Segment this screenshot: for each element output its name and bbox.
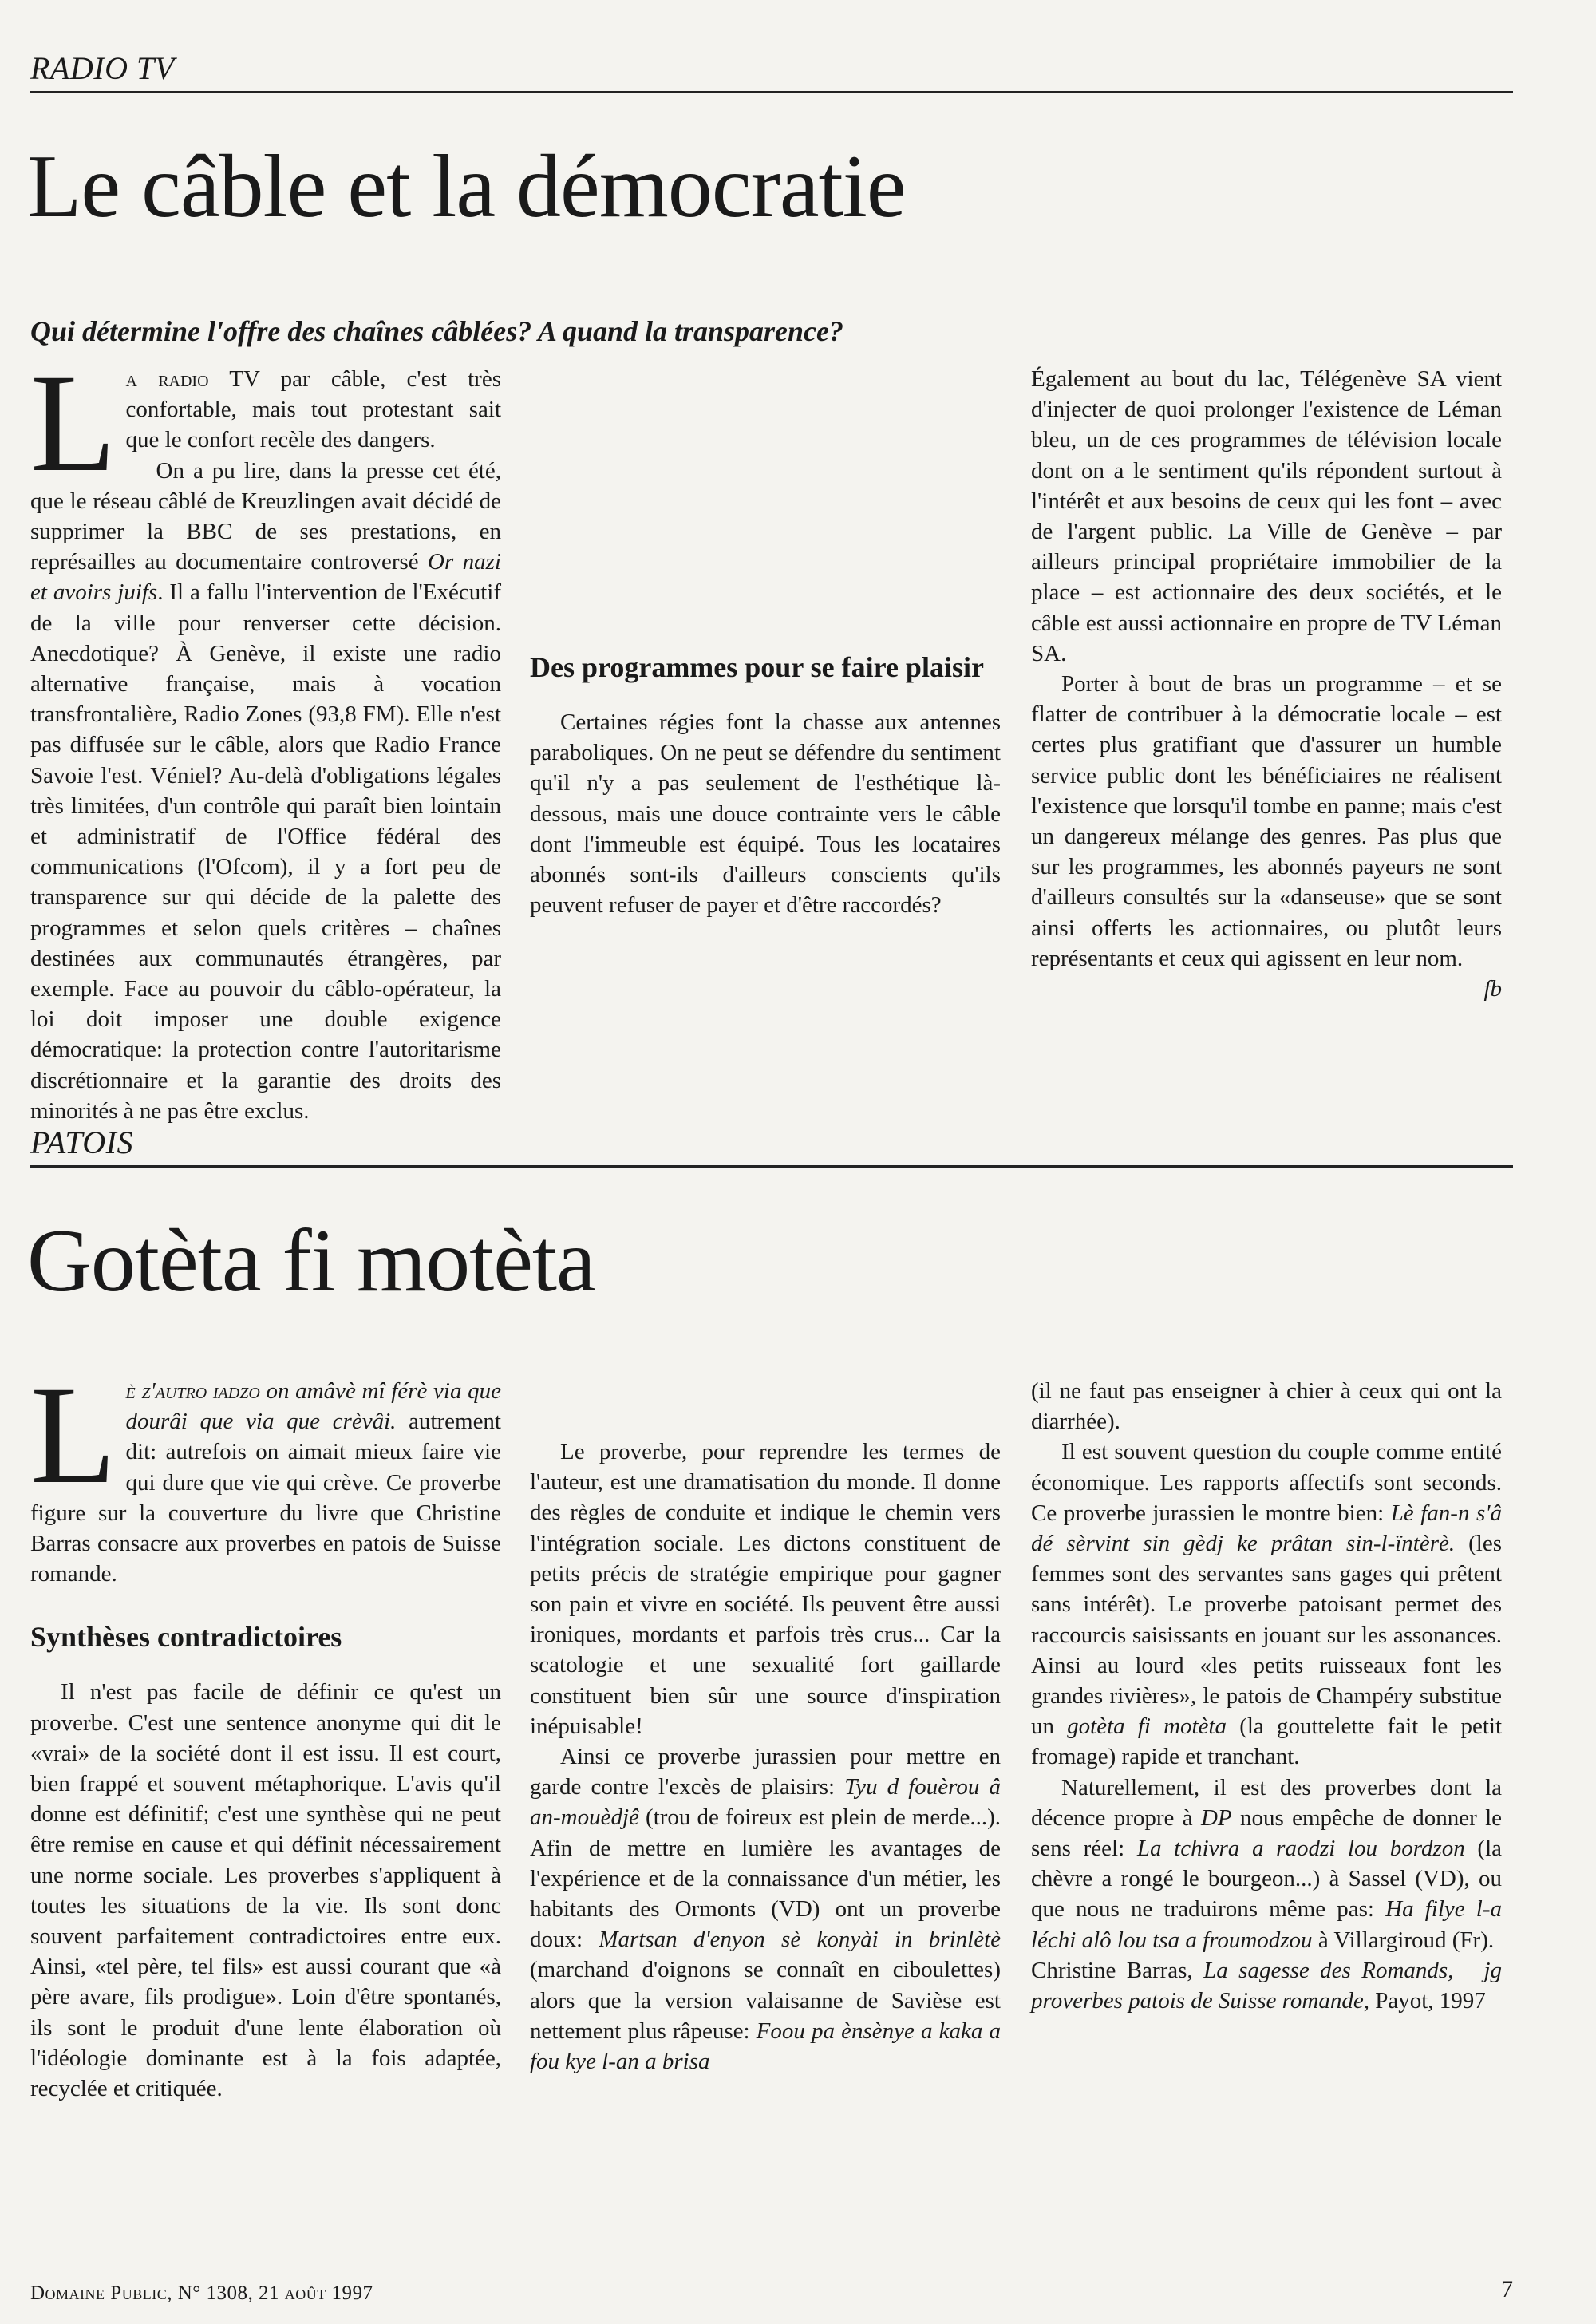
- publication-footer: Domaine Public, N° 1308, 21 août 1997: [30, 2282, 373, 2304]
- section-rule: [30, 1165, 1513, 1168]
- section-label-radio-tv: RADIO TV: [30, 50, 175, 86]
- body-paragraph: On a pu lire, dans la presse cet été, que le réseau câblé de Kreuzlingen avait décidé de supprimer la BBC de ses prestations, en représailles au documentaire controversé Or nazi et avoirs juifs. Il a fallu l'intervention de l'Exécutif de la ville pour renverser cette décision. Anecdotique? À Genève, il existe une radio alternative française, mais à vocation transfrontalière, Radio Zones (93,8 FM). Elle n'est pas diffusée sur le câble, alors que Radio France Savoie l'est. Véniel? Au-delà d'obligations légales très limitées, d'un contrôle qui paraît bien lointain et administratif de l'Office fédéral des communications (l'Ofcom), il y a fort peu de transparence sur qui décide de la palette des programmes et selon quels critères – chaînes destinées aux communautés étrangères, par exemple. Face au pouvoir du câblo-opérateur, la loi doit imposer une double exigence démocratique: la protection contre l'autoritarisme discrétionnaire et la garantie des droits des minorités à ne pas être exclus.: [30, 457, 501, 1124]
- body-paragraph: Ainsi ce proverbe jurassien pour mettre en garde contre l'excès de plaisirs: Tyu d fouèrou â an-mouèdjê (trou de foireux est plein de merde...). Afin de mettre en lumière les avantages de l'expérience et de la connaissance d'un métier, les habitants des Ormonts (VD) ont un proverbe doux: Martsan d'enyon sè konyài in brinlètè (marchand d'oignons se connaît en ciboulettes) alors que la version valaisanne de Savièse est nettement plus râpeuse: Foou pa ènsènye a kaka a fou kye l-an a brisa: [530, 1744, 1001, 2075]
- body-paragraph: Il est souvent question du couple comme entité économique. Les rapports affectifs sont seconds. Ce proverbe jurassien le montre bien: Lè fan-n s'â dé sèrvint sin gèdj ke prâtan sin-l-ïntèrè. (les femmes sont des servantes sans gages qui prêtent sans intérêt). Le proverbe patoisant permet des raccourcis saisissants en jouant sur les assonances. Ainsi au lourd «les petits ruisseaux font les grandes rivières», le patois de Champéry substitue un gotèta fi motèta (la gouttelette fait le petit fromage) rapide et tranchant.: [1031, 1439, 1503, 1770]
- author-signature: fb: [1483, 976, 1502, 1002]
- body-paragraph: Porter à bout de bras un programme – et se flatter de contribuer à la démocratie locale – est certes plus gratifiant que d'assurer un humble service public dont les bénéficiaires ne réalisent l'existence que lorsqu'il tombe en panne; mais c'est un dangereux mélange des genres. Pas plus que sur les programmes, les abonnés payeurs ne sont d'ailleurs consultés sur la «danseuse» que se sont ainsi offerts les actionnaires, ou plutôt leurs représentants et ceux qui agissent en leur nom. fb: [1031, 669, 1502, 974]
- section-label-patois: PATOIS: [30, 1124, 133, 1160]
- article1-column-1: [30, 346, 501, 1126]
- subheading: Synthèses contradictoires: [30, 1621, 342, 1654]
- body-paragraph: Le proverbe, pour reprendre les termes de l'auteur, est une dramatisation du monde. Il donne des règles de conduite et indique le chemin vers l'intégration sociale. Les dictons constituent de petits précis de stratégie empirique pour gagner son pain et vivre en société. Ils peuvent être aussi ironiques, mordants et parfois très crus... Car la scatologie et une sexualité fort gaillarde constituent bien sûr une source d'inspiration inépuisable!: [530, 1439, 1001, 1739]
- section-rule: [30, 91, 1513, 93]
- body-paragraph: Naturellement, il est des proverbes dont la décence propre à DP nous empêche de donner le sens réel: La tchivra a raodzi lou bordzon (la chèvre a rongé le bourgeon...) à Sassel (VD), ou que nous ne traduirons même pas: Ha filye l-a léchi alô lou tsa a froumodzou à Villargiroud (Fr). jg: [1031, 1773, 1502, 1955]
- body-paragraph: Également au bout du lac, Télégenève SA vient d'injecter de quoi prolonger l'existence de Léman bleu, un de ces programmes de télévision locale dont on a le sentiment qu'ils répondent surtout à l'intérêt et aux besoins de ceux qui les font – avec de l'argent public. La Ville de Genève – par ailleurs principal propriétaire immobilier de la place – est actionnaire des deux sociétés, et le câble est aussi actionnaire en propre de TV Léman SA.: [1031, 366, 1502, 666]
- article2-column-1: [30, 1358, 502, 2104]
- article2-column-2: [530, 1376, 1001, 2077]
- drop-cap: L: [30, 346, 117, 501]
- body-paragraph: Il n'est pas facile de définir ce qu'est un proverbe. C'est une sentence anonyme qui dit le «vrai» de la société dont il est issu. Il est court, bien frappé et souvent métaphorique. L'avis qu'il donne est définitif; c'est une synthèse qui ne peut être remise en cause et qui définit nécessairement une norme sociale. Les proverbes s'appliquent à toutes les situations de la vie. Ils sont donc souvent parfaitement contradictoires entre eux. Ainsi, «tel père, tel fils» est aussi courant que «à père avare, fils prodigue». Loin d'être spontanés, ils sont le produit d'une lente élaboration où l'idéologie dominante est à la fois adaptée, recyclée et critiquée.: [30, 1679, 501, 2102]
- drop-cap: L: [30, 1358, 117, 1513]
- book-reference: Christine Barras, La sagesse des Romands, proverbes patois de Suisse romande, Payot, 1997: [1031, 1957, 1486, 2014]
- article-title: Gotèta fi motèta: [27, 1211, 595, 1310]
- article2-column-3: [1031, 1376, 1502, 2016]
- lead-paragraph: La radio TV par câble, c'est très confortable, mais tout protestant sait que le confort recèle des dangers.: [30, 346, 501, 501]
- body-paragraph: (il ne faut pas enseigner à chier à ceux qui ont la diarrhée).: [1031, 1378, 1502, 1435]
- article-deck: Qui détermine l'offre des chaînes câblées? A quand la transparence?: [30, 315, 844, 347]
- author-signature: jg: [1483, 1957, 1502, 1983]
- article1-column-2-content: [530, 364, 1001, 920]
- page-number: 7: [1501, 2276, 1513, 2302]
- subheading: Des programmes pour se faire plaisir: [530, 651, 984, 683]
- lead-paragraph: Lè z'autro iadzo on amâvè mî férè via que dourâi que via que crèvâi. autrement dit: autrefois on aimait mieux faire vie qui dure que vie qui crève. Ce proverbe figure sur la couverture du livre que Christine Barras consacre aux proverbes en patois de Suisse romande.: [30, 1358, 502, 1587]
- article-title: Le câble et la démocratie: [27, 137, 906, 236]
- article1-column-3: [1031, 364, 1502, 1004]
- body-paragraph: Certaines régies font la chasse aux antennes paraboliques. On ne peut se défendre du sentiment qu'il n'y a pas seulement de l'esthétique là-dessous, mais une douce contrainte vers le câble dont l'immeuble est équipé. Tous les locataires abonnés sont-ils d'ailleurs conscients qu'ils peuvent refuser de payer et d'être raccordés?: [530, 709, 1001, 919]
